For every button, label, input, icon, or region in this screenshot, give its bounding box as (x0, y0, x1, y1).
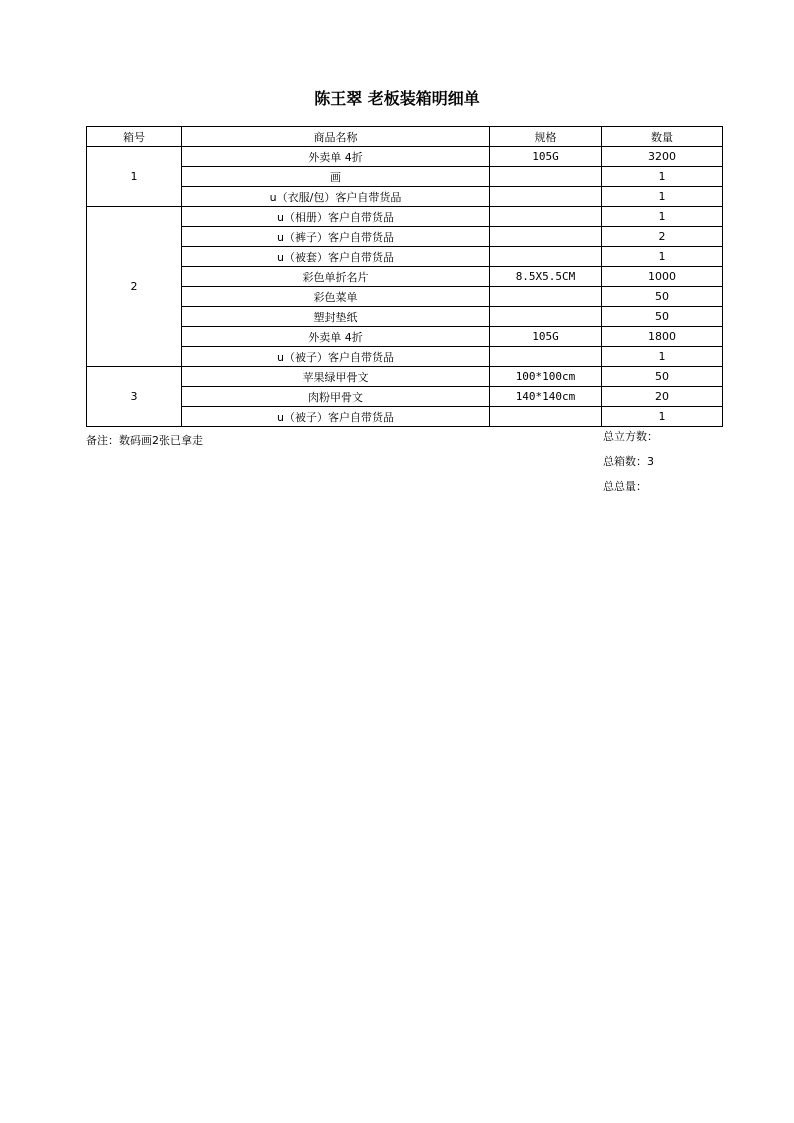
item-qty-cell: 1 (602, 207, 723, 227)
item-name-cell: 彩色单折名片 (182, 267, 490, 287)
item-name-cell: u（被子）客户自带货品 (182, 407, 490, 427)
item-spec-cell (490, 207, 602, 227)
table-row (87, 407, 723, 427)
box-number-cell: 2 (87, 207, 182, 367)
total-box-count-label: 总箱数： (603, 455, 647, 468)
item-qty-cell: 1 (602, 347, 723, 367)
item-qty-cell: 3200 (602, 147, 723, 167)
box-number-cell: 3 (87, 367, 182, 427)
item-spec-cell (490, 347, 602, 367)
box-number-cell: 1 (87, 147, 182, 207)
table-row (87, 207, 723, 227)
header-item-name: 商品名称 (182, 127, 490, 147)
item-spec-cell: 8.5X5.5CM (490, 267, 602, 287)
item-spec-cell: 105G (490, 147, 602, 167)
item-spec-cell: 140*140cm (490, 387, 602, 407)
header-spec: 规格 (490, 127, 602, 147)
item-name-cell: u（裤子）客户自带货品 (182, 227, 490, 247)
table-row (87, 167, 723, 187)
item-qty-cell: 1800 (602, 327, 723, 347)
item-qty-cell: 1 (602, 407, 723, 427)
item-name-cell: 外卖单 4折 (182, 147, 490, 167)
item-spec-cell (490, 247, 602, 267)
item-qty-cell: 1 (602, 167, 723, 187)
item-name-cell: u（被子）客户自带货品 (182, 347, 490, 367)
item-qty-cell: 1 (602, 187, 723, 207)
packing-table (86, 126, 723, 427)
item-qty-cell: 1 (602, 247, 723, 267)
table-row (87, 367, 723, 387)
item-spec-cell: 105G (490, 327, 602, 347)
item-name-cell: 彩色菜单 (182, 287, 490, 307)
item-spec-cell (490, 227, 602, 247)
table-row (87, 307, 723, 327)
summary-block (603, 430, 658, 505)
item-qty-cell: 50 (602, 287, 723, 307)
item-name-cell: 塑封垫纸 (182, 307, 490, 327)
table-row (87, 347, 723, 367)
page-title: 陈王翠 老板装箱明细单 (314, 89, 480, 108)
item-name-cell: 外卖单 4折 (182, 327, 490, 347)
total-volume-label: 总立方数： (603, 430, 658, 443)
item-qty-cell: 1000 (602, 267, 723, 287)
item-spec-cell (490, 187, 602, 207)
total-box-count (603, 455, 658, 480)
table-row (87, 267, 723, 287)
item-name-cell: 肉粉甲骨文 (182, 387, 490, 407)
total-box-count-value: 3 (647, 455, 654, 468)
table-row (87, 387, 723, 407)
header-quantity: 数量 (602, 127, 723, 147)
header-box-no: 箱号 (87, 127, 182, 147)
total-weight-label: 总总量： (603, 480, 647, 493)
item-qty-cell: 50 (602, 307, 723, 327)
table-row (87, 327, 723, 347)
table-row (87, 247, 723, 267)
item-spec-cell (490, 307, 602, 327)
table-header-row (87, 127, 723, 147)
remark-note: 备注：数码画2张已拿走 (86, 434, 203, 447)
item-spec-cell (490, 287, 602, 307)
item-name-cell: u（被套）客户自带货品 (182, 247, 490, 267)
item-spec-cell (490, 167, 602, 187)
table-row (87, 287, 723, 307)
item-spec-cell (490, 407, 602, 427)
item-spec-cell: 100*100cm (490, 367, 602, 387)
table-row (87, 147, 723, 167)
item-qty-cell: 20 (602, 387, 723, 407)
item-qty-cell: 50 (602, 367, 723, 387)
table-row (87, 187, 723, 207)
item-name-cell: 画 (182, 167, 490, 187)
item-name-cell: 苹果绿甲骨文 (182, 367, 490, 387)
item-name-cell: u（衣服/包）客户自带货品 (182, 187, 490, 207)
table-row (87, 227, 723, 247)
item-qty-cell: 2 (602, 227, 723, 247)
item-name-cell: u（相册）客户自带货品 (182, 207, 490, 227)
